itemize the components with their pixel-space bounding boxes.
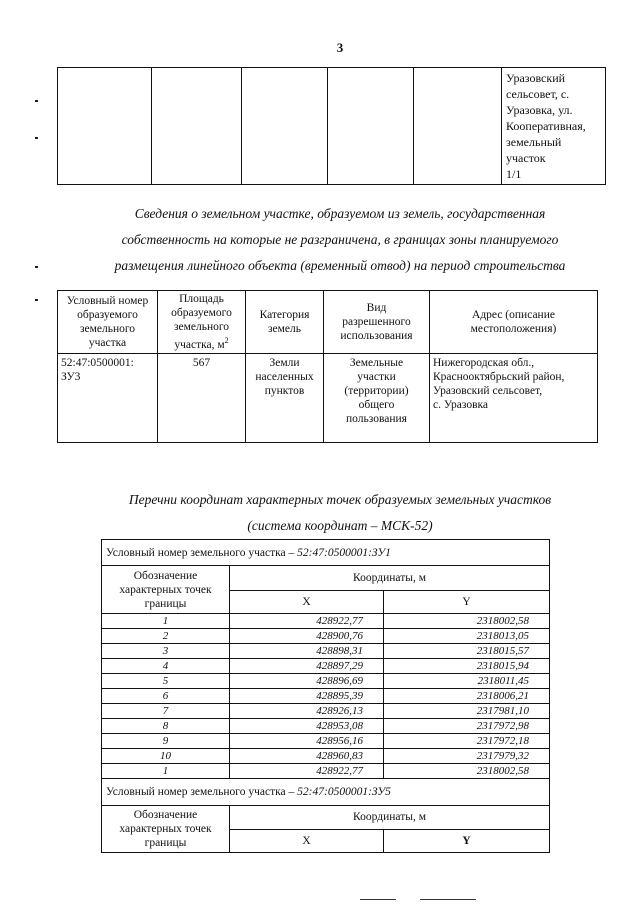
y-cell: 2318002,58 xyxy=(384,764,550,779)
point-cell: 3 xyxy=(102,644,230,659)
cell-number: 52:47:0500001: ЗУ3 xyxy=(58,354,158,443)
table-row xyxy=(102,764,550,779)
y-cell: 2318015,94 xyxy=(384,659,550,674)
table-row xyxy=(102,749,550,764)
x-cell: 428900,76 xyxy=(230,629,384,644)
table-row xyxy=(102,644,550,659)
section-heading-plot-info: Сведения о земельном участке, образуемом из земель, государственная собственность на которые не разграничена, в границах зоны планируемого размещения линейного объекта (временный отвод) на период строительства xyxy=(114,206,566,273)
header-number: Условный номер образуемого земельного участка xyxy=(58,291,158,354)
header-point: Обозначение характерных точек границы xyxy=(102,566,230,614)
header-x: X xyxy=(230,829,384,853)
cell-category: Земли населенных пунктов xyxy=(246,354,324,443)
land-plot-table xyxy=(57,290,598,443)
header-coords: Координаты, м xyxy=(230,566,550,591)
cell-address: Нижегородская обл., Краснооктябрьский район, Уразовский сельсовет, с. Уразовка xyxy=(430,354,598,443)
table-row xyxy=(102,614,550,629)
table-row xyxy=(102,734,550,749)
y-cell: 2318011,45 xyxy=(384,674,550,689)
table-row xyxy=(102,674,550,689)
x-cell: 428953,08 xyxy=(230,719,384,734)
x-cell: 428960,83 xyxy=(230,749,384,764)
table-row xyxy=(102,719,550,734)
table-header-row xyxy=(102,806,550,830)
table-header-row xyxy=(58,291,598,354)
y-cell: 2318006,21 xyxy=(384,689,550,704)
point-cell: 2 xyxy=(102,629,230,644)
plot-title-row: Условный номер земельного участка – 52:47:0500001:ЗУ5 xyxy=(102,779,550,806)
table-header-row xyxy=(102,566,550,591)
y-cell: 2317981,10 xyxy=(384,704,550,719)
point-cell: 1 xyxy=(102,614,230,629)
cell-use: Земельные участки (территории) общего пользования xyxy=(324,354,430,443)
point-cell: 6 xyxy=(102,689,230,704)
table-row xyxy=(102,629,550,644)
point-cell: 9 xyxy=(102,734,230,749)
continuation-table xyxy=(57,67,606,185)
header-point: Обозначение характерных точек границы xyxy=(102,806,230,853)
x-cell: 428926,13 xyxy=(230,704,384,719)
cell-area: 567 xyxy=(158,354,246,443)
margin-mark xyxy=(35,299,38,301)
point-cell: 5 xyxy=(102,674,230,689)
y-cell: 2317972,18 xyxy=(384,734,550,749)
page-number: 3 xyxy=(336,40,344,55)
header-address: Адрес (описание местоположения) xyxy=(430,291,598,354)
x-cell: 428922,77 xyxy=(230,614,384,629)
header-x: X xyxy=(230,591,384,614)
scan-mark xyxy=(360,899,396,900)
margin-mark xyxy=(35,266,38,268)
table-row xyxy=(58,354,598,443)
section-heading-coordinates: Перечни координат характерных точек образуемых земельных участков (система координат – МСК-52) xyxy=(128,492,552,533)
point-cell: 7 xyxy=(102,704,230,719)
header-category: Категория земель xyxy=(246,291,324,354)
x-cell: 428897,29 xyxy=(230,659,384,674)
coordinates-rows xyxy=(102,614,550,779)
header-y: Y xyxy=(384,591,550,614)
x-cell: 428896,69 xyxy=(230,674,384,689)
address-cell: Уразовский сельсовет, с. Уразовка, ул. Кооперативная, земельный участок 1/1 xyxy=(502,68,606,185)
table-row xyxy=(102,689,550,704)
header-y: Y xyxy=(384,829,550,853)
x-cell: 428895,39 xyxy=(230,689,384,704)
table-row xyxy=(102,659,550,674)
margin-mark xyxy=(35,100,38,102)
table-row xyxy=(102,704,550,719)
y-cell: 2317979,32 xyxy=(384,749,550,764)
table-row xyxy=(58,68,606,185)
point-cell: 1 xyxy=(102,764,230,779)
header-coords: Координаты, м xyxy=(230,806,550,830)
coordinates-table xyxy=(101,539,550,853)
x-cell: 428922,77 xyxy=(230,764,384,779)
point-cell: 10 xyxy=(102,749,230,764)
y-cell: 2318013,05 xyxy=(384,629,550,644)
margin-mark xyxy=(35,137,38,139)
y-cell: 2318002,58 xyxy=(384,614,550,629)
point-cell: 8 xyxy=(102,719,230,734)
y-cell: 2318015,57 xyxy=(384,644,550,659)
header-area: Площадь образуемого земельного участка, $м^2$ xyxy=(158,291,246,354)
plot-title-row: Условный номер земельного участка – 52:47:0500001:ЗУ1 xyxy=(102,540,550,566)
y-cell: 2317972,98 xyxy=(384,719,550,734)
scan-mark xyxy=(420,899,476,900)
point-cell: 4 xyxy=(102,659,230,674)
header-use: Вид разрешенного использования xyxy=(324,291,430,354)
x-cell: 428898,31 xyxy=(230,644,384,659)
x-cell: 428956,16 xyxy=(230,734,384,749)
